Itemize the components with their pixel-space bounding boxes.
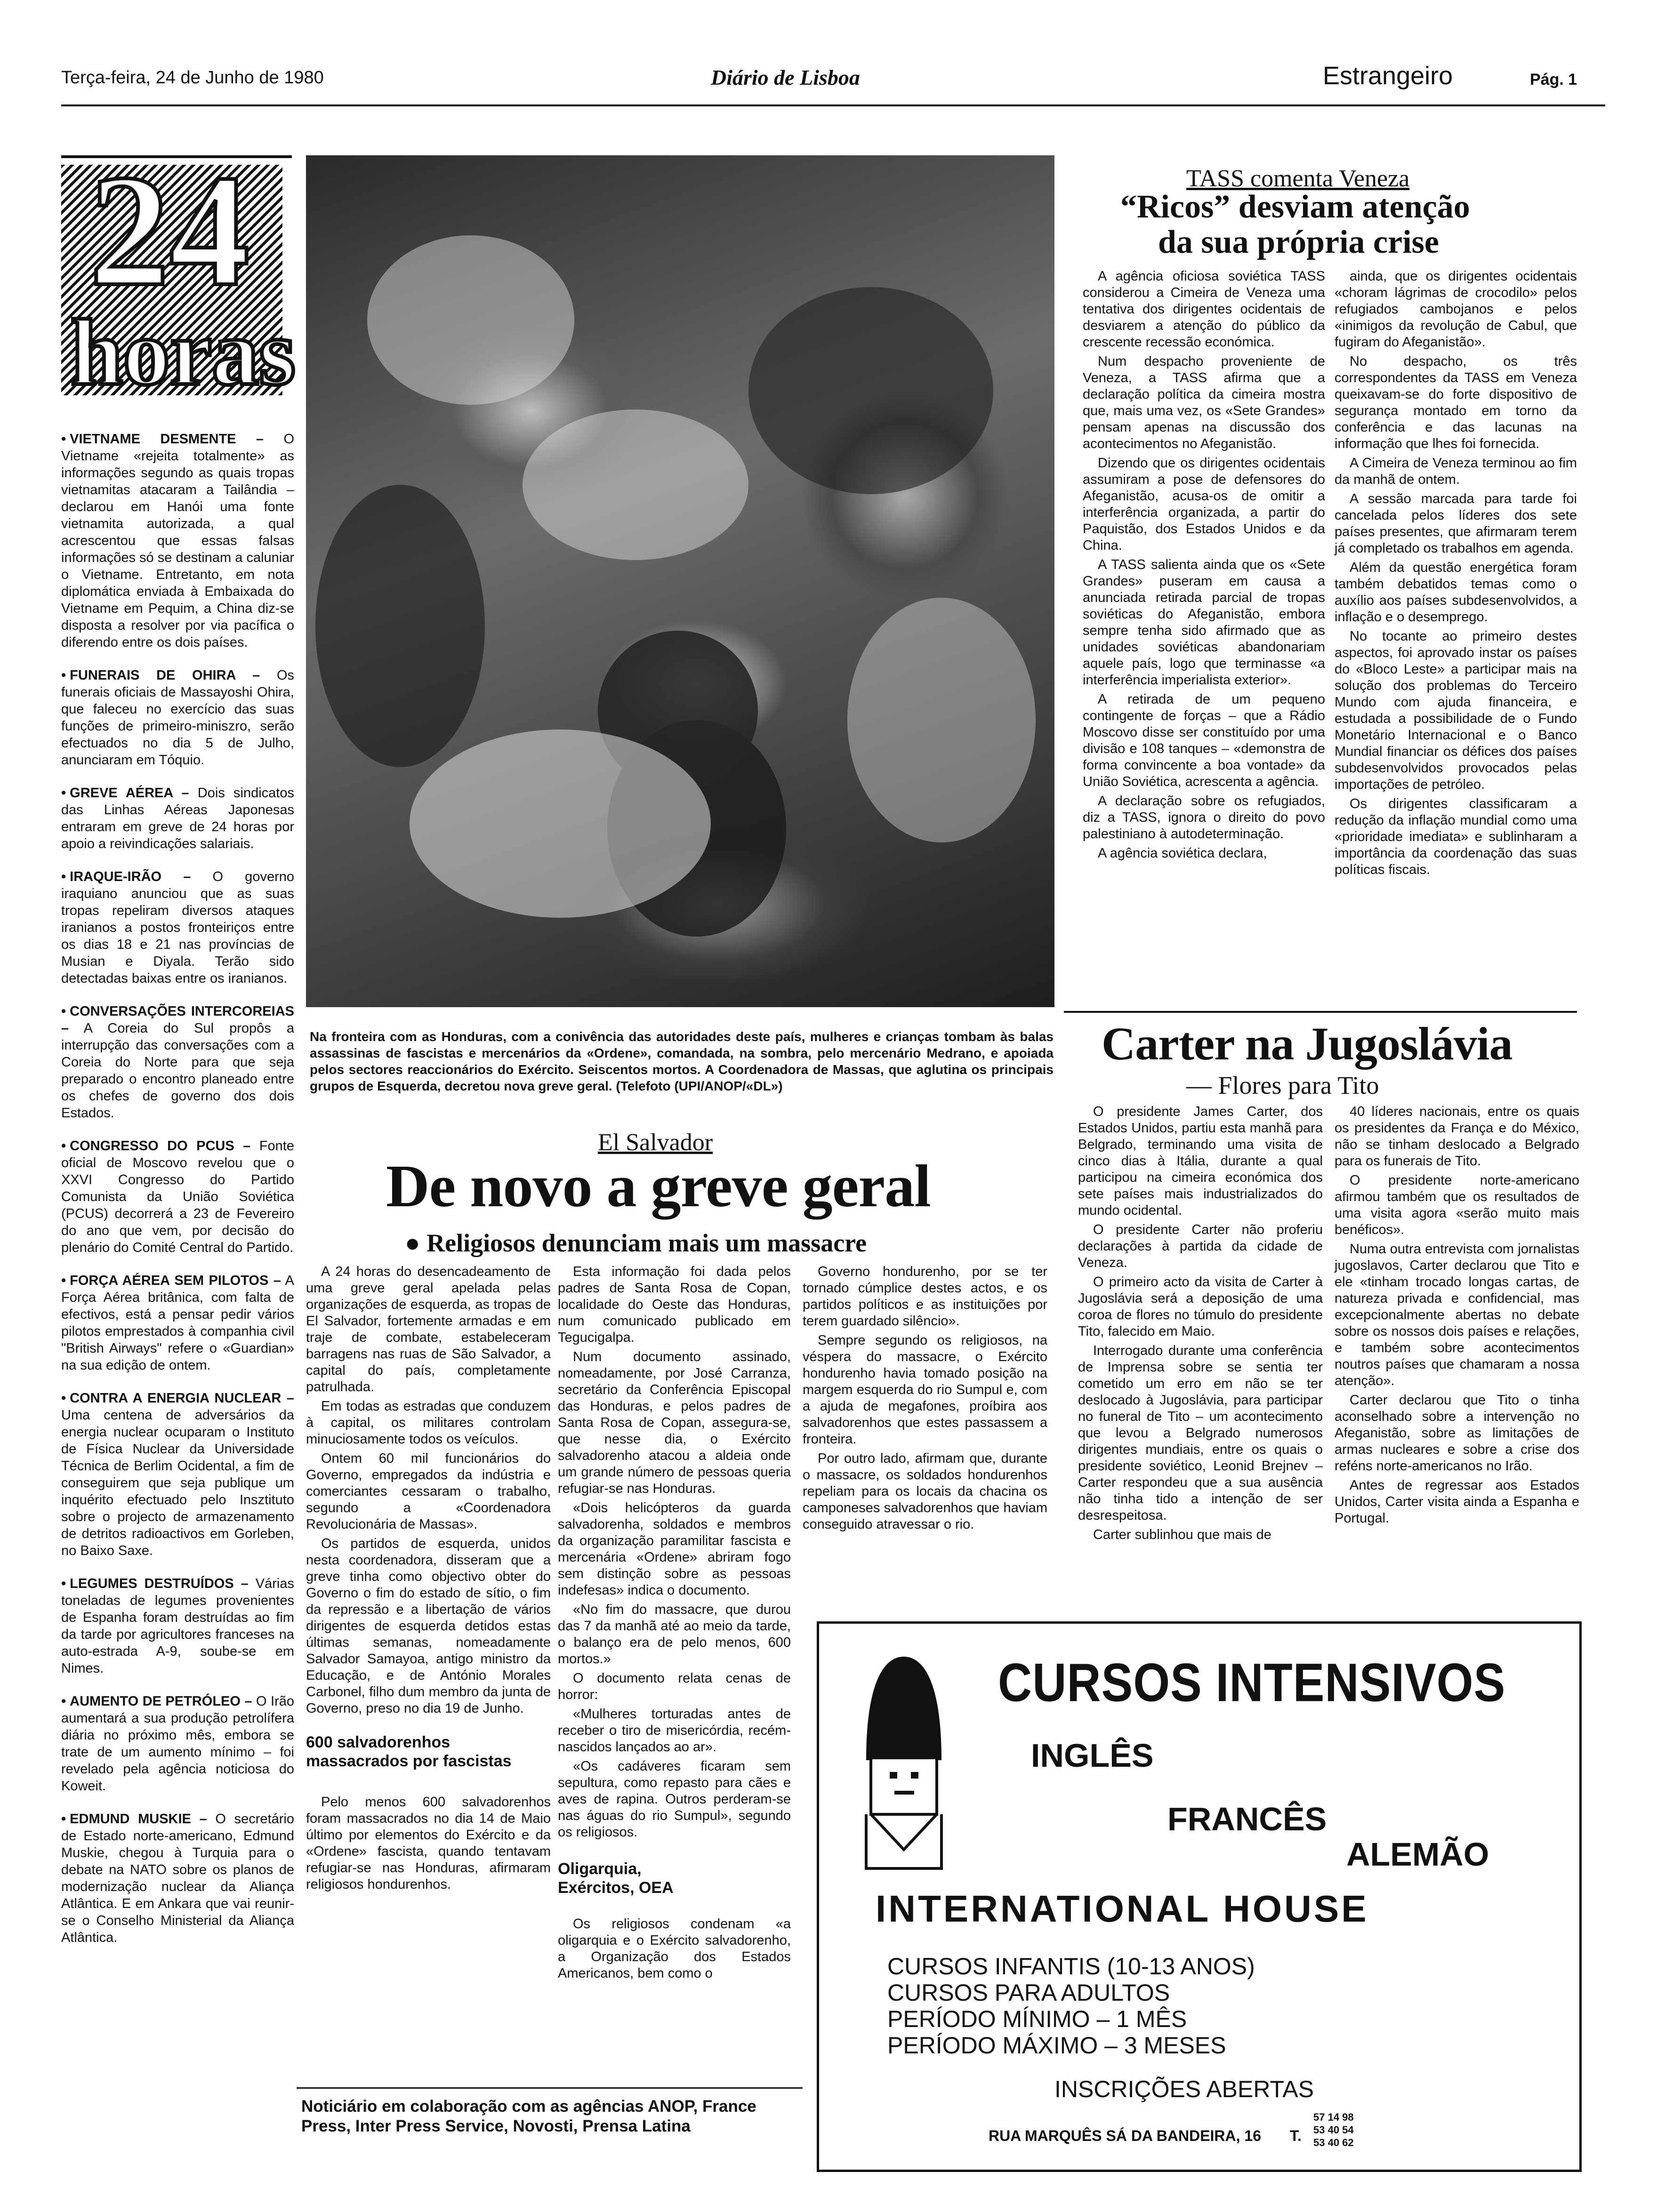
sidebar-news-item xyxy=(61,1575,294,1677)
salvador-headline: De novo a greve geral xyxy=(386,1153,931,1219)
ad-line-adults: CURSOS PARA ADULTOS xyxy=(887,1980,1170,2006)
article-paragraph: «Mulheres torturadas antes de receber o tiro de misericórdia, recém-nascidos lançados ao ar». xyxy=(558,1707,791,1755)
logo-word: horas xyxy=(71,301,296,405)
article-paragraph: A retirada de um pequeno contingente de forças – que a Rádio Moscovo disse ser constituído por uma divisão e 108 tanques – «demonstra de forma convincente a boa vontade» da União Soviética, acrescenta a agência. xyxy=(1083,692,1325,789)
article-paragraph: A 24 horas do desencadeamento de uma greve geral apelada pelas organizações de esquerda, as tropas de El Salvador, fortemente armadas e em traje de combate, estabeleceram barragens nas ruas de São Salvador, a capital do país, completamente patrulhada. xyxy=(306,1264,551,1395)
article-paragraph: Interrogado durante uma conferência de Imprensa sobre se sentia ter cometido um erro em não se ter deslocado à Jugoslávia, para participar no funeral de Tito – um acontecimento que levou a Belgrado numerosos dirigentes mundiais, entre os quais o presidente soviético, Leonid Brejnev – Carter respondeu que a sua ausência não tinha tido a intenção de ser desrespeitosa. xyxy=(1078,1343,1323,1523)
sidebar-news-item xyxy=(61,1811,294,1946)
sidebar-item-lead: GREVE AÉREA – xyxy=(70,785,189,801)
ad-address: RUA MARQUÊS SÁ DA BANDEIRA, 16 xyxy=(989,2127,1262,2144)
tass-column-2 xyxy=(1335,268,1577,881)
article-paragraph: Carter sublinhou que mais de xyxy=(1093,1527,1271,1542)
article-paragraph: O presidente norte-americano afirmou também que os resultados de uma visita agora «serão muito mais benéficos». xyxy=(1335,1173,1579,1237)
ad-school-name: INTERNATIONAL HOUSE xyxy=(876,1888,1369,1930)
deck-bullet: ● xyxy=(405,1229,420,1257)
advertisement xyxy=(817,1621,1582,2172)
ad-phone-3: 53 40 62 xyxy=(1313,2137,1354,2148)
salvador-col2-body xyxy=(558,1264,791,1841)
sidebar-item-text: A Força Aérea britânica, com falta de efectivos, está a pensar pedir vários pilotos emprestados à companhia civil "British Airways" refere o «Guardian» na sua edição de ontem. xyxy=(61,1273,294,1373)
article-paragraph: A sessão marcada para tarde foi cancelada pelos líderes dos sete países presentes, que afirmaram terem já completado os trabalhos em agenda. xyxy=(1335,491,1577,556)
article-paragraph: A TASS salienta ainda que os «Sete Grandes» puseram em causa a anunciada retirada parcial de tropas soviéticas do Afeganistão, embora sempre tenha sido afirmado que as unidades soviéticas abandonariam aquele país, logo que terminasse «a interferência imperialista exterior». xyxy=(1083,557,1325,688)
sidebar-item-lead: FUNERAIS DE OHIRA – xyxy=(70,668,260,683)
sidebar-item-lead: LEGUMES DESTRUÍDOS – xyxy=(70,1576,249,1591)
sidebar-item-lead: EDMUND MUSKIE – xyxy=(70,1811,207,1827)
salvador-deck xyxy=(405,1228,867,1258)
sidebar-item-lead: AUMENTO DE PETRÓLEO – xyxy=(70,1694,252,1709)
article-paragraph: Numa outra entrevista com jornalistas jugoslavos, Carter declarou que Tito e ele «tinham trocado longas cartas, de natureza privada e confidencial, mas excepcionalmente abertas no debate sobre os nossos dois países e relações, e também sobre acontecimentos noutros países que chamaram a nossa atenção». xyxy=(1335,1242,1579,1388)
carter-headline: Carter na Jugoslávia xyxy=(1102,1018,1512,1070)
bullet-icon: • xyxy=(61,668,66,683)
sidebar-item-text: O governo iraquiano anunciou que as suas tropas repeliram diversos ataques iranianos a postos fronteiriços entre os dias 18 e 21 nas províncias de Musian e Diyala. Terão sido detectadas baixas entre os iranianos. xyxy=(61,869,294,986)
article-paragraph: «No fim do massacre, que durou das 7 da manhã até ao meio da tarde, o balanço era de pelo menos, 600 mortos.» xyxy=(558,1602,791,1667)
ad-line-children: CURSOS INFANTIS (10-13 ANOS) xyxy=(887,1953,1255,1980)
sidebar-news-item xyxy=(61,1390,294,1559)
article-paragraph: No tocante ao primeiro destes aspectos, foi aprovado instar os países do «Bloco Leste» a participar mais na solução dos problemas do Terceiro Mundo com ajuda financeira, e estudada a possibilidade de o Fundo Monetário Internacional e o Banco Mundial financiar os défices dos países subdesenvolvidos provocados pelas importações de petróleo. xyxy=(1335,629,1577,792)
ad-language-french: FRANCÊS xyxy=(1167,1801,1327,1837)
salvador-column-1 xyxy=(306,1264,551,1896)
sidebar-item-lead: CONTRA A ENERGIA NUCLEAR – xyxy=(70,1391,294,1406)
ad-line-max-period: PERÍODO MÁXIMO – 3 MESES xyxy=(887,2032,1226,2059)
article-paragraph: Em todas as estradas que conduzem à capital, os militares controlam minuciosamente todos os veículos. xyxy=(306,1399,551,1447)
article-paragraph: Num despacho proveniente de Veneza, a TASS afirma que a declaração política da cimeira mostra que, mais uma vez, os «Sete Grandes» pensam apenas na discussão dos acontecimentos no Afeganistão. xyxy=(1083,354,1325,451)
article-paragraph: Ontem 60 mil funcionários do Governo, empregados da indústria e comerciantes cessaram o trabalho, segundo a «Coordenadora Revolucionária de Massas». xyxy=(306,1451,551,1532)
sidebar-news-list xyxy=(61,431,294,1962)
sidebar-news-item xyxy=(61,431,294,651)
sidebar-item-lead: CONGRESSO DO PCUS – xyxy=(70,1138,251,1154)
bullet-icon: • xyxy=(61,1391,66,1406)
salvador-subhead-2: Oligarquia, Exércitos, OEA xyxy=(558,1860,674,1897)
article-paragraph: Os partidos de esquerda, unidos nesta coordenadora, disseram que a greve tinha como objectivo obter do Governo o fim do estado de sítio, o fim da repressão e a libertação de vários dirigentes de esquerda detidos estas últimas semanas, nomeadamente Salvador Samayoa, antigo ministro da Educação, e de António Morales Carbonel, filho dum membro da junta de Governo, preso no dia 19 de Junho. xyxy=(306,1536,551,1716)
article-paragraph: Por outro lado, afirmam que, durante o massacre, os soldados hondurenhos repeliam para os locais da chacina os camponeses salvadorenhos que haviam conseguido atravessar o rio. xyxy=(803,1451,1047,1532)
article-paragraph: «Dois helicópteros da guarda salvadorenha, soldados e membros da organização paramilitar fascista e mercenária «Ordene» abriram fogo sem distinção sobre as pessoas indefesas» indica o documento. xyxy=(558,1500,791,1598)
salvador-col3-body xyxy=(803,1264,1047,1533)
sidebar-item-text: Os funerais oficiais de Massayoshi Ohira, que faleceu no exercício das suas funções de primeiro-miniszro, serão efectuados no dia 5 de Julho, anunciaram em Tóquio. xyxy=(61,668,295,768)
sidebar-news-item xyxy=(61,868,294,987)
article-paragraph: 40 líderes nacionais, entre os quais os presidentes da França e do México, não se tinham deslocado a Belgrado para os funerais de Tito. xyxy=(1335,1104,1579,1169)
sidebar-item-lead: FORÇA AÉREA SEM PILOTOS – xyxy=(70,1273,281,1288)
bullet-icon: • xyxy=(61,1811,66,1827)
article-paragraph: A agência oficiosa soviética TASS considerou a Cimeira de Veneza uma tentativa dos dirigentes ocidentais de desviarem a atenção do público da crescente recessão económica. xyxy=(1083,269,1325,350)
sidebar-item-text: Uma centena de adversários da energia nuclear ocuparam o Instituto de Física Nuclear da Universidade Técnica de Berlim Ocidental, a fim de conseguirem que seja publique um inquérito efectuado pelo Insztituto sobre o projecto de armazenamento de detritos radioactivos em Gorleben, no Baixo Saxe. xyxy=(61,1408,294,1558)
article-paragraph: Os dirigentes classificaram a redução da inflação mundial como uma «prioridade imediata» e sublinharam a importância da coordenação das suas políticas fiscais. xyxy=(1335,796,1577,877)
ad-language-english: INGLÊS xyxy=(1031,1737,1154,1774)
salvador-col1b-body xyxy=(306,1794,551,1893)
ad-language-german: ALEMÃO xyxy=(1346,1836,1489,1873)
article-paragraph: Carter declarou que Tito o tinha aconselhado sobre a intervenção no Afeganistão, sobre as limitações de armas nucleares e sobre a crise dos reféns norte-americanos no Irão. xyxy=(1335,1393,1579,1474)
bullet-icon: • xyxy=(61,1576,66,1591)
article-paragraph: ainda, que os dirigentes ocidentais «choram lágrimas de crocodilo» pelos refugiados cambojanos e pelos «inimigos da revolução de Cabul, que fugiram do Afeganistão». xyxy=(1335,269,1577,350)
ad-phone-1: 57 14 98 xyxy=(1313,2111,1354,2123)
salvador-col2b-body xyxy=(558,1916,791,1982)
ad-line-enrolment: INSCRIÇÕES ABERTAS xyxy=(1054,2076,1314,2102)
article-paragraph: A Cimeira de Veneza terminou ao fim da manhã de ontem. xyxy=(1335,456,1577,487)
header-page-number: Pág. 1 xyxy=(1530,71,1577,88)
ad-phone-label: T. xyxy=(1290,2127,1302,2144)
photo-caption: Na fronteira com as Honduras, com a conivência das autoridades deste país, mulheres e crianças tombam às balas assassinas de fascistas e mercenários da «Ordene», comandada, na sombra, pelo mercenário Medrano, e apoiada pelos sectores reaccionários do Exército. Seiscentos mortos. A Coordenadora de Massas, que aglutina os principais grupos de Esquerda, decretou nova greve geral. (Telefoto (UPI/ANOP/«DL») xyxy=(310,1029,1054,1093)
ad-phone-2: 53 40 54 xyxy=(1313,2124,1354,2136)
article-paragraph: A agência soviética declara, xyxy=(1098,846,1267,861)
article-paragraph: No despacho, os três correspondentes da TASS em Veneza queixavam-se do forte dispositivo de segurança montado em torno da conferência e das lacunas na informação que lhes foi fornecida. xyxy=(1335,354,1577,451)
photo-figures xyxy=(306,155,1054,1007)
header-paper-name: Diário de Lisboa xyxy=(711,65,860,89)
tass-column-1 xyxy=(1083,268,1325,865)
sidebar-item-lead: VIETNAME DESMENTE – xyxy=(70,432,264,447)
salvador-subhead-1: 600 salvadorenhos massacrados por fascistas xyxy=(306,1733,512,1770)
tass-bottom-rule xyxy=(1064,1011,1577,1013)
carter-column-1 xyxy=(1078,1104,1323,1546)
guard-icon xyxy=(857,1652,951,1873)
bullet-icon: • xyxy=(61,1004,66,1019)
bullet-icon: • xyxy=(61,869,66,884)
tass-headline-line-1: “Ricos” desviam atenção xyxy=(1120,189,1470,225)
header-section: Estrangeiro xyxy=(1323,62,1453,90)
article-paragraph: Governo hondurenho, por se ter tornado cúmplice destes actos, e os partidos políticos e as instituições por terem guardado silêncio». xyxy=(803,1264,1047,1329)
article-paragraph: O primeiro acto da visita de Carter à Jugoslávia será a deposição de uma coroa de flores no túmulo do presidente Tito, falecido em Maio. xyxy=(1078,1274,1323,1339)
bullet-icon: • xyxy=(61,1694,66,1709)
ad-title: CURSOS INTENSIVOS xyxy=(998,1652,1506,1713)
sidebar-item-text: O secretário de Estado norte-americano, Edmund Muskie, chegou à Turquia para o debate na NATO sobre os planos de modernização nuclear da Aliança Atlântica. E em Ankara que vai reunir-se o Conselho Ministerial da Aliança Atlântica. xyxy=(61,1811,294,1945)
article-paragraph: Num documento assinado, nomeadamente, por José Carranza, secretário da Conferência Episcopal das Honduras, e pelos padres de Santa Rosa de Copan, assegura-se, que nesse dia, o Exército salvadorenho atacou a aldeia onde um grande número de pessoas queria refugiar-se nas Honduras. xyxy=(558,1349,791,1496)
twenty-four-hours-logo xyxy=(61,142,296,405)
article-paragraph: O documento relata cenas de horror: xyxy=(558,1671,791,1702)
article-paragraph: Sempre segundo os religiosos, na véspera do massacre, o Exército hondurenho havia tomado posição na margem esquerda do rio Sumpul e, com a ajuda de megafones, proíbira aos salvadorenhos que estes passassem a fronteira. xyxy=(803,1333,1047,1447)
sidebar-news-item xyxy=(61,1138,294,1256)
article-paragraph: Os religiosos condenam «a oligarquia e o Exército salvadorenho, a Organização dos Estados Americanos, bem como o xyxy=(558,1916,791,1981)
article-paragraph: Dizendo que os dirigentes ocidentais assumiram a pose de defensores do Afeganistão, acusa-os de omitir a interferência organizada, a partir do Paquistão, dos Estados Unidos e da China. xyxy=(1083,456,1325,553)
sidebar-item-text: Várias toneladas de legumes provenientes de Espanha foram destruídas ao fim da tarde por agricultores franceses na auto-estrada A-9, soube-se em Nimes. xyxy=(61,1576,294,1676)
sidebar-news-item xyxy=(61,785,294,852)
salvador-deck-text: Religiosos denunciam mais um massacre xyxy=(426,1229,867,1257)
sidebar-item-text: A Coreia do Sul propôs a interrupção das conversações com a Coreia do Norte para que seja preparado o encontro planeado entre os chefes de governo dos dois Estados. xyxy=(61,1021,294,1121)
bullet-icon: • xyxy=(61,785,66,801)
sidebar-news-item xyxy=(61,667,294,769)
ad-phone-numbers xyxy=(1313,2111,1354,2149)
bullet-icon: • xyxy=(61,1138,66,1154)
sidebar-item-text: Fonte oficial de Moscovo revelou que o XXVI Congresso do Partido Comunista da União Soviética (PCUS) decorrerá a 23 de Fevereiro do ano que vem, por decisão do plenário do Comité Central do Partido. xyxy=(61,1138,294,1255)
sidebar-item-lead: IRAQUE-IRÃO – xyxy=(70,869,191,884)
article-paragraph: Além da questão energética foram também debatidos temas como o auxílio aos países subdesenvolvidos, a inflação e o desemprego. xyxy=(1335,560,1577,625)
article-paragraph: A declaração sobre os refugiados, diz a TASS, ignora o direito do povo palestiniano à autodeterminação. xyxy=(1083,793,1325,842)
article-paragraph: Esta informação foi dada pelos padres de Santa Rosa de Copan, localidade do Oeste das Honduras, num comunicado publicado em Tegucigalpa. xyxy=(558,1264,791,1345)
salvador-kicker: El Salvador xyxy=(598,1129,713,1156)
salvador-col1-body xyxy=(306,1264,551,1717)
bullet-icon: • xyxy=(61,1273,66,1288)
ad-line-min-period: PERÍODO MÍNIMO – 1 MÊS xyxy=(887,2006,1187,2032)
credits-rule xyxy=(297,2087,803,2089)
header-date: Terça-feira, 24 de Junho de 1980 xyxy=(61,68,324,88)
sidebar-item-text: O Irão aumentará a sua produção petrolífera diária no próximo mês, embora se trate de um aumento mínimo – foi revelado pela agência noticiosa do Koweit. xyxy=(61,1694,295,1794)
salvador-column-2 xyxy=(558,1264,791,1985)
article-paragraph: O presidente James Carter, dos Estados Unidos, partiu esta manhã para Belgrado, terminando uma visita de cinco dias à Itália, durante a qual participou na cimeira económica dos sete países mais industrializados do mundo ocidental. xyxy=(1078,1104,1323,1218)
logo-number: 24 xyxy=(89,142,249,319)
sidebar-item-text: O Vietname «rejeita totalmente» as informações segundo as quais tropas vietnamitas atacaram a Tailândia – declarou em Hanói uma fonte vietnamita autorizada, a qual acrescentou que essas falsas informações só se destinam a caluniar o Vietname. Entretanto, em nota diplomática enviada à Embaixada do Vietname em Pequim, a China diz-se disposta a resolver por via pacífica o diferendo entre os dois países. xyxy=(61,432,294,650)
carter-deck: — Flores para Tito xyxy=(1186,1071,1379,1099)
page-header xyxy=(61,61,1605,104)
tass-headline-line-2: da sua própria crise xyxy=(1158,224,1439,260)
article-paragraph: «Os cadáveres ficaram sem sepultura, como repasto para cães e aves de rapina. Outros perderam-se nas águas do rio Sumpul», segundo os religiosos. xyxy=(558,1759,791,1840)
bullet-icon: • xyxy=(61,432,66,447)
salvador-column-3 xyxy=(803,1264,1047,1536)
sidebar-item-text: Dois sindicatos das Linhas Aéreas Japonesas entraram em greve de 24 horas por apoio a reivindicações salariais. xyxy=(61,785,294,851)
article-paragraph: Pelo menos 600 salvadorenhos foram massacrados no dia 14 de Maio último por elementos do Exército e da «Ordene» fascista, quando tentavam refugiar-se nas Honduras, afirmaram religiosos hondurenhos. xyxy=(306,1795,551,1892)
header-rule xyxy=(61,104,1605,106)
carter-column-2 xyxy=(1335,1104,1579,1530)
sidebar-news-item xyxy=(61,1693,294,1795)
sidebar-news-item xyxy=(61,1003,294,1122)
article-paragraph: O presidente Carter não proferiu declarações à partida da cidade de Veneza. xyxy=(1078,1222,1323,1270)
agency-credits: Noticiário em colaboração com as agências ANOP, France Press, Inter Press Service, Novosti, Prensa Latina xyxy=(301,2097,756,2135)
sidebar-news-item xyxy=(61,1272,294,1374)
news-photo xyxy=(306,155,1054,1007)
tass-kicker: TASS comenta Veneza xyxy=(1186,165,1410,192)
sidebar-item-lead: CONVERSAÇÕES INTERCOREIAS – xyxy=(61,1004,294,1036)
article-paragraph: Antes de regressar aos Estados Unidos, Carter visita ainda a Espanha e Portugal. xyxy=(1335,1478,1579,1526)
